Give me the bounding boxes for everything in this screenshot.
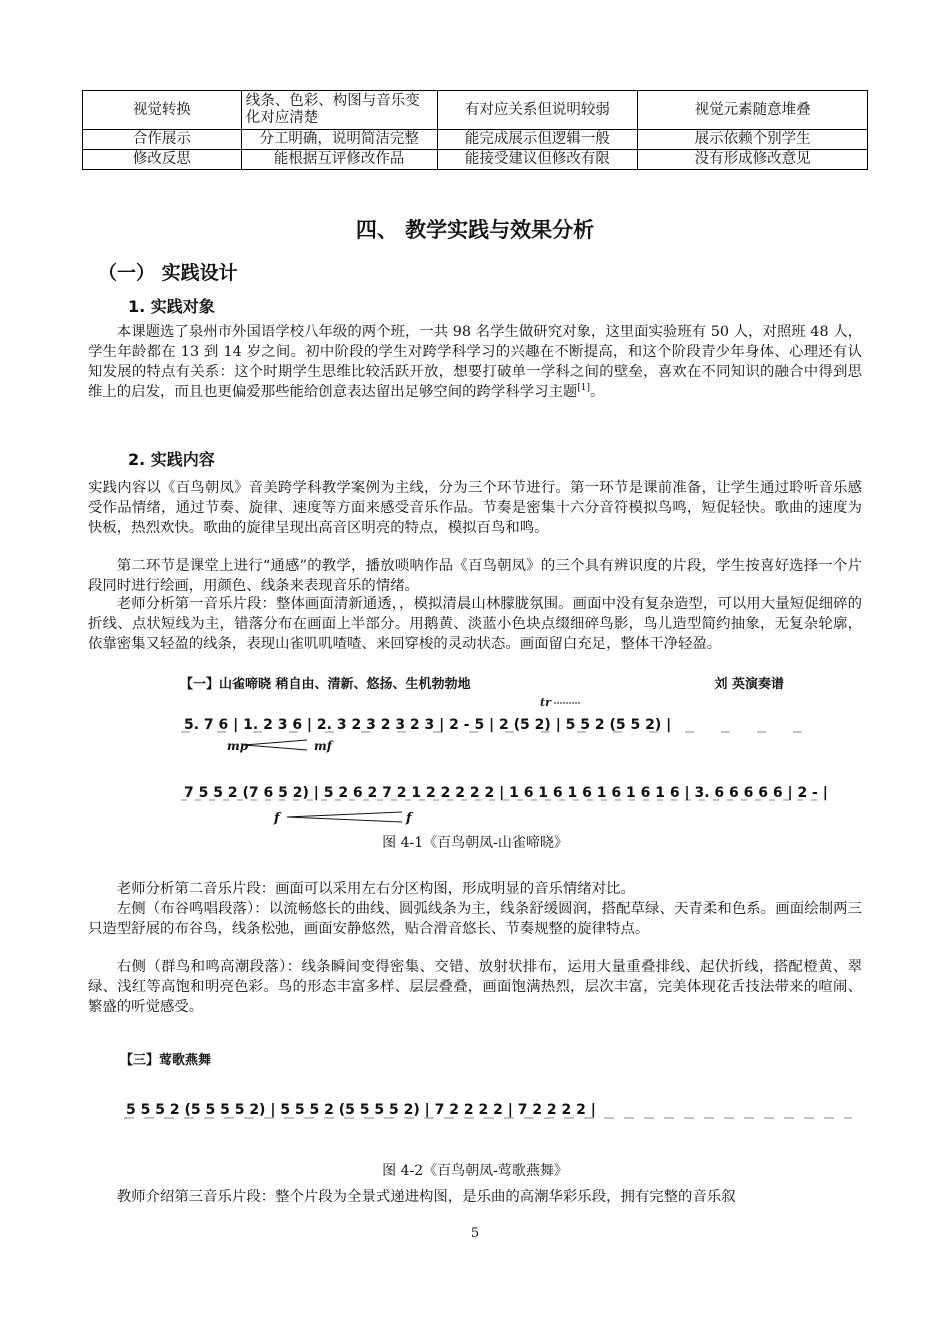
- table-cell: 没有形成修改意见: [638, 150, 868, 170]
- table-cell: 视觉转换: [83, 91, 242, 130]
- practice-content-heading: 2. 实践内容: [128, 450, 215, 469]
- score-line: 5 5 5 2 (5 5 5 5 2) | 5 5 5 2 (5 5 5 5 2) | 7 2 2 2 2 | 7 2 2 2 2 |: [126, 1102, 596, 1118]
- practice-object-heading: 1. 实践对象: [128, 297, 215, 316]
- table-row: [83, 91, 868, 130]
- table-cell: 能根据互评修改作品: [241, 150, 437, 170]
- table-cell: 视觉元素随意堆叠: [638, 91, 868, 130]
- content-paragraph-1: 实践内容以《百鸟朝凤》音美跨学科教学案例为主线，分为三个环节进行。第一环节是课前准备，让学生通过聆听音乐感受作品情绪，通过节奏、旋律、速度等方面来感受音乐作品。节奏是密集十六分音符模拟鸟鸣，短促轻快。歌曲的速度为快板，热烈欢快。歌曲的旋律呈现出高音区明亮的特点，模拟百鸟和鸣。: [88, 480, 862, 536]
- content-paragraph-6: 右侧（群鸟和鸣高潮段落）：线条瞬间变得密集、交错、放射状排布，运用大量重叠排线、起伏折线，搭配橙黄、翠绿、浅红等高饱和明亮色彩。鸟的形态丰富多样、层层叠叠，画面饱满热烈，层次丰富，完美体现花舌技法带来的喧闹、繁盛的听觉感受。: [88, 959, 862, 1015]
- dynamic-mp: mp: [227, 739, 249, 753]
- crescendo-line-upper: [244, 740, 307, 745]
- content-paragraph-2: 第二环节是课堂上进行“通感”的教学，播放唢呐作品《百鸟朝凤》的三个具有辨识度的片段，学生按喜好选择一个片段同时进行绘画，用颜色、线条来表现音乐的情绪。: [88, 558, 862, 594]
- table-cell: 修改反思: [83, 150, 242, 170]
- paragraph-end: 。: [590, 384, 605, 400]
- evaluation-rubric-table: [82, 90, 868, 170]
- table-cell: 合作展示: [83, 130, 242, 150]
- dynamic-f-2: f: [406, 811, 412, 826]
- content-paragraph-7: 教师介绍第三音乐片段：整个片段为全景式递进构图，是乐曲的高潮华彩乐段，拥有完整的音乐叙: [116, 1189, 736, 1205]
- table-cell: 有对应关系但说明较弱: [437, 91, 638, 130]
- score-heading: 【一】山雀啼晓 稍自由、清新、悠扬、生机勃勃地: [180, 677, 471, 692]
- table-cell: 分工明确，说明简洁完整: [241, 130, 437, 150]
- crescendo-line-2-upper: [287, 812, 402, 817]
- score-line-2: 7 5 5 2 (7 6 5 2) | 5 2 6 2 7 2 1 2 2 2 2 2 | 1 6 1 6 1 6 1 6 1 6 1 6 | 3. 6 6 6 6 6 | 2 - |: [184, 785, 828, 801]
- table-row: [83, 150, 868, 170]
- figure-caption-2: 图 4-2《百鸟朝凤-莺歌燕舞》: [382, 1163, 568, 1179]
- numbered-notation-score: [122, 670, 842, 832]
- dynamic-f-1: f: [274, 811, 280, 826]
- citation-mark: [1]: [577, 383, 591, 393]
- crescendo-line-lower: [244, 745, 307, 750]
- section-title: 四、 教学实践与效果分析: [355, 218, 595, 242]
- music-score-figure-2: [112, 1042, 852, 1142]
- figure-caption-1: 图 4-1《百鸟朝凤-山雀啼晓》: [382, 835, 568, 851]
- table-cell: 能完成展示但逻辑一般: [437, 130, 638, 150]
- content-paragraph-4: 老师分析第二音乐片段：画面可以采用左右分区构图，形成明显的音乐情绪对比。: [116, 881, 635, 897]
- table-cell: 展示依赖个别学生: [638, 130, 868, 150]
- table-cell: 线条、色彩、构图与音乐变化对应清楚: [241, 91, 437, 130]
- dynamic-mf: mf: [314, 739, 332, 753]
- paragraph-text: 本课题选了泉州市外国语学校八年级的两个班，一共 98 名学生做研究对象，这里面实验班有 50 人，对照班 48 人，学生年龄都在 13 到 14 岁之间。初中阶段的学生对跨学科学习的兴趣在不断提高，和这个阶段青少年身体、心理还有认知发展的特点有关系：这个时期学生思维比较活跃开放，想要打破单一学科之间的壁垒，喜欢在不同知识的融合中得到思维上的启发，而且也更偏爱那些能给创意表达留出足够空间的跨学科学习主题: [88, 324, 862, 400]
- score-heading: 【三】莺歌燕舞: [120, 1053, 212, 1068]
- subsection-title: （一） 实践设计: [98, 262, 238, 284]
- table-cell: 能接受建议但修改有限: [437, 150, 638, 170]
- score-credit: 刘 英演奏谱: [714, 677, 784, 692]
- trill-mark: tr: [540, 696, 551, 709]
- practice-object-paragraph: [88, 322, 862, 402]
- content-paragraph-5: 左侧（布谷鸣唱段落）：以流畅悠长的曲线、圆弧线条为主，线条舒缓圆润，搭配草绿、天青柔和色系。画面绘制两三只造型舒展的布谷鸟，线条松弛，画面安静悠然，贴合滑音悠长、节奏规整的旋律特点。: [88, 901, 862, 937]
- table-row: [83, 130, 868, 150]
- content-paragraph-3: 老师分析第一音乐片段：整体画面清新通透，，模拟清晨山林朦胧氛围。画面中没有复杂造型，可以用大量短促细碎的折线、点状短线为主，错落分布在画面上半部分。用鹅黄、淡蓝小色块点缀细碎鸟影，鸟儿造型简约抽象，无复杂轮廓，依靠密集又轻盈的线条，表现山雀叽叽喳喳、来回穿梭的灵动状态。画面留白充足，整体干净轻盈。: [88, 596, 862, 652]
- score-line-1: 5. 7 6 | 1. 2 3 6 | 2. 3 2 3 2 3 2 3 | 2 - 5 | 2 (5 2) | 5 5 2 (5 5 2) |: [184, 717, 672, 733]
- numbered-notation-score-2: [112, 1042, 852, 1142]
- crescendo-line-2-lower: [287, 817, 402, 822]
- page-number: 5: [470, 1226, 480, 1241]
- music-score-figure-1: [122, 670, 842, 832]
